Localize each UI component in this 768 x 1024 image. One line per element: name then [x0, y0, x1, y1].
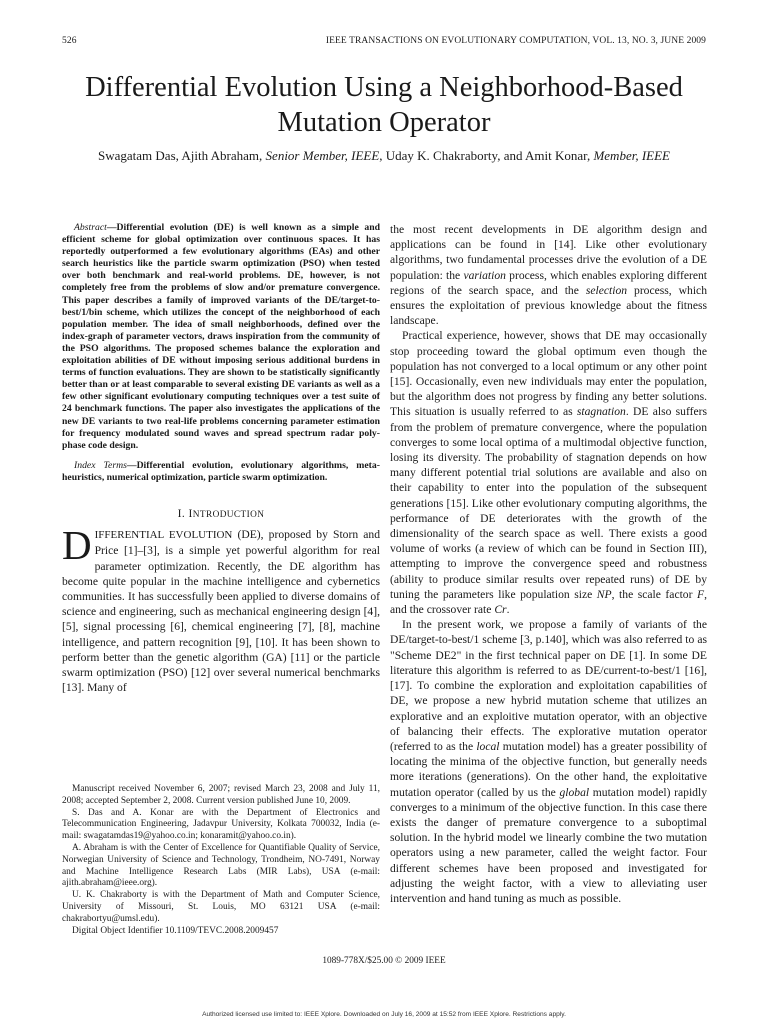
text-run: . DE also suffers from the problem of premature convergence, where the population converges to some local optima of a multimodal objective function, losing its diversity. The probability of stagnation depends on how many different potential trial solutions are available and also on their capability to enter into the population of the subsequent generations [15]. Like other evolutionary computing algorithms, the performance of DE deteriorates with the growth of the dimensionality of the search space as well. There exists a good volume of works (a review of which can be found in Section III), attempting to improve the convergence speed and robustness (ability to produce similar results over repeated runs) of DE by tuning the parameters like population size [390, 405, 707, 601]
journal-header: IEEE TRANSACTIONS ON EVOLUTIONARY COMPUTATION, VOL. 13, NO. 3, JUNE 2009 [325, 36, 706, 46]
text-run: process, which ensures the exploitation of previous knowledge about the fitness landscape. [390, 283, 707, 328]
text-run: , the scale factor [611, 587, 697, 601]
authors-role-2: Member, IEEE [593, 148, 670, 163]
index-terms-text: Differential evolution, evolutionary algorithms, meta-heuristics, numerical optimization, particle swarm optimization. [62, 459, 380, 483]
index-terms-dash: — [126, 459, 137, 471]
abstract-label: Abstract [74, 222, 107, 233]
term-local: local [476, 739, 500, 753]
text-run: mutation model) rapidly converges to a minimum of the objective function. In this case there exists the danger of premature convergence to a suboptimal solution. In the hybrid model we linearly combine the two mutation operators using a new parameter, called the weight factor. Four different schemes have been proposed and investigated for adjusting the weight factor, with a view to alleviating user intervention and hand tuning as much as possible. [390, 785, 707, 905]
footnote-abraham: A. Abraham is with the Center of Excellence for Quantifiable Quality of Service, Norwegian University of Science and Technology, Trondheim, NO-7491, Norway and Machine Intelligence Research Labs (MIR Labs), USA (e-mail: ajith.abraham@ieee.org). [62, 842, 380, 889]
left-column [62, 222, 380, 695]
footnote-das-konar: S. Das and A. Konar are with the Department of Electronics and Telecommunication Engineering, Jadavpur University, Kolkata 700032, India (e-mail: swagatamdas19@yahoo.co.in; konaramit@yahoo.co.in). [62, 807, 380, 842]
license-notice: Authorized licensed use limited to: IEEE Xplore. Downloaded on July 16, 2009 at 15:52 from IEEE Xplore. Restrictions apply. [202, 1011, 566, 1018]
title-line-1: Differential Evolution Using a Neighborhood-Based [85, 72, 683, 103]
index-terms [62, 460, 380, 484]
authors-part-2: , Uday K. Chakraborty, and Amit Konar, [379, 148, 594, 163]
copyright-line: 1089-778X/$25.00 © 2009 IEEE [322, 956, 446, 966]
title-line-2: Mutation Operator [277, 107, 491, 138]
text-run: In the present work, we propose a family of variants of the DE/target-to-best/1 scheme [3, p.140], which was also referred to as "Scheme DE2" in the first technical paper on DE [1]. In some DE literature this algorithm is referred to as DE/current-to-best/1 [16], [17]. To combine the exploration and exploitation capabilities of DE, we propose a new hybrid mutation scheme that utilizes an explorative and an exploitive mutation operator, with an objective of balancing their effects. The explorative mutation operator (referred to as the [390, 618, 707, 753]
footnote-chakraborty: U. K. Chakraborty is with the Department of Math and Computer Science, University of Missouri, St. Louis, MO 63121 USA (e-mail: chakrabortyu@umsl.edu). [62, 890, 380, 924]
text-run: process, which enables exploring different regions of the search space, and the [390, 268, 707, 297]
running-header [62, 36, 706, 50]
term-selection: selection [585, 283, 628, 297]
text-run: . [506, 603, 510, 617]
symbol-cr: Cr [494, 603, 507, 617]
abstract [62, 222, 380, 452]
right-column [390, 222, 707, 906]
page-number: 526 [62, 36, 77, 46]
text-run: , and the crossover rate [390, 587, 707, 617]
right-paragraph-2 [390, 328, 707, 617]
footnote-doi: Digital Object Identifier 10.1109/TEVC.2008.2009457 [72, 925, 279, 936]
intro-text: (DE), proposed by Storn and Price [1]–[3], is a simple yet powerful algorithm for real parameter optimization. Recently, the DE algorithm has become quite popular in the machine intelligence and cybernetics communities. It has successfully been applied to diverse domains of science and engineering, such as mechanical engineering design [4], [5], signal processing [6], chemical engineering [7], [8], machine intelligence, and pattern recognition [9], [10]. It has been shown to perform better than the genetic algorithm (GA) [11] or the particle swarm optimization (PSO) [12] over several numerical benchmarks [13]. Many of [62, 528, 380, 695]
section-heading-introduction [62, 506, 380, 523]
index-terms-label: Index Terms [74, 459, 127, 471]
abstract-text: Differential evolution (DE) is well known as a simple and efficient scheme for global optimization over continuous spaces. It has reportedly outperformed a few evolutionary algorithms (EAs) and other search heuristics like the particle swarm optimization (PSO) when tested over both benchmark and real-world problems. DE, however, is not completely free from the problems of slow and/or premature convergence. This paper describes a family of improved variants of the DE/target-to-best/1/bin scheme, which utilizes the concept of the neighborhood of each population member. The idea of small neighborhoods, defined over the index-graph of parameter vectors, draws inspiration from the community of the PSO algorithms. The proposed schemes balance the exploration and exploitation abilities of DE without imposing serious additional burdens in terms of function evaluations. They are shown to be statistically significantly better than or at least comparable to several existing DE variants as well as a few other significant evolutionary computing techniques over a test suite of 24 benchmark functions. The paper also investigates the applications of the new DE variants to two real-life problems concerning parameter estimation for frequency modulated sound waves and spread spectrum radar poly-phase code design. [62, 222, 380, 451]
footnotes [62, 784, 380, 937]
intro-caps: IFFERENTIAL EVOLUTION [94, 529, 233, 542]
abstract-dash: — [106, 222, 117, 233]
authors-role-1: Senior Member, IEEE [265, 148, 380, 163]
authors-part-1: Swagatam Das, Ajith Abraham, [98, 148, 266, 163]
footnote-manuscript: Manuscript received November 6, 2007; revised March 23, 2008 and July 11, 2008; accepted September 2, 2008. Current version published June 10, 2009. [62, 784, 380, 806]
term-variation: variation [463, 268, 506, 282]
text-run: the most recent developments in DE algorithm design and applications can be found in [14]. Like other evolutionary algorithms, two fundamental processes drive the evolution of a DE population: the [390, 223, 707, 282]
symbol-np: NP [596, 587, 612, 601]
paper-title [40, 70, 728, 140]
author-list [40, 148, 728, 164]
section-rest: NTRODUCTION [192, 509, 265, 520]
section-first-letter: I [188, 506, 193, 520]
term-global: global [559, 785, 590, 799]
symbol-f: F [697, 587, 705, 601]
drop-cap: D [62, 522, 92, 569]
text-run: Practical experience, however, shows that DE may occasionally stop proceeding toward the global optimum even though the population has not converged to a local optimum or any other point [15]. Occasionally, even new individuals may enter the population, but the algorithm does not progress by finding any better solutions. This situation is usually referred to as [390, 329, 707, 419]
section-number: I. [177, 506, 189, 520]
right-paragraph-1 [390, 222, 707, 328]
intro-paragraph-1 [62, 522, 380, 695]
right-paragraph-3 [390, 617, 707, 906]
term-stagnation: stagnation [576, 405, 626, 419]
text-run: mutation model) has a greater possibility of locating the minima of the objective function, but generally needs more iterations (generations). On the other hand, the exploitative mutation operator (called by us the [390, 739, 707, 799]
